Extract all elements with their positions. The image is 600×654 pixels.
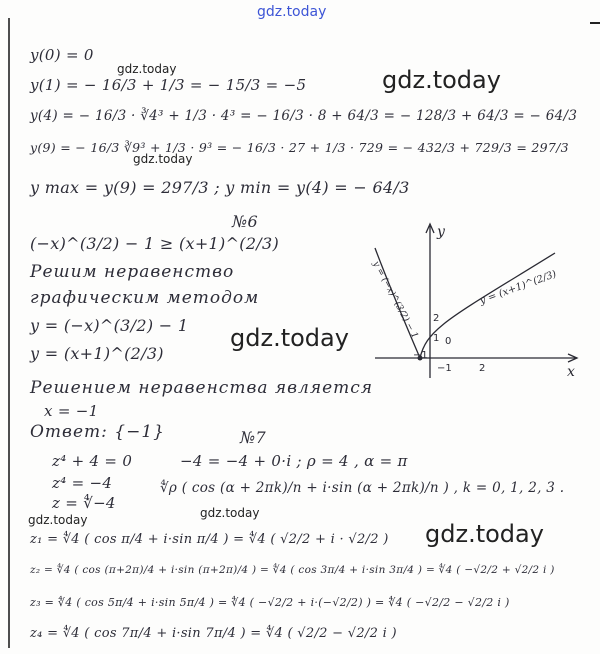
watermark-small-2: gdz.today <box>133 152 193 166</box>
problem-6-number: №6 <box>232 212 258 231</box>
margin-line <box>8 18 10 648</box>
root-formula: ∜ρ ( cos (α + 2πk)/n + i·sin (α + 2πk)/n ) , k = 0, 1, 2, 3 . <box>160 480 565 496</box>
answer-6: Ответ: {−1} <box>30 422 165 442</box>
eq-y1: y(1) = − 16/3 + 1/3 = − 15/3 = −5 <box>30 76 307 94</box>
function-2: y = (x+1)^(2/3) <box>30 344 164 363</box>
polar-form: −4 = −4 + 0·i ; ρ = 4 , α = π <box>180 452 408 470</box>
eq-y4: y(4) = − 16/3 · ∛4³ + 1/3 · 4³ = − 16/3 · 8 + 64/3 = − 128/3 + 64/3 = − 64/3 <box>30 108 578 124</box>
curve-2 <box>420 253 555 358</box>
root-z1: z₁ = ∜4 ( cos π/4 + i·sin π/4 ) = ∜4 ( √2/2 + i · √2/2 ) <box>30 532 389 547</box>
root-z2: z₂ = ∜4 ( cos (π+2π)/4 + i·sin (π+2π)/4 ) = ∜4 ( cos 3π/4 + i·sin 3π/4 ) = ∜4 ( −√2/2 + √2/2 i ) <box>30 564 555 576</box>
y-axis-label: y <box>437 224 445 240</box>
tick-label-2: 2 <box>433 313 440 324</box>
eq-extrema: y max = y(9) = 297/3 ; y min = y(4) = − 64/3 <box>30 178 410 197</box>
tick-label-1: 1 <box>433 333 440 344</box>
root-z3: z₃ = ∜4 ( cos 5π/4 + i·sin 5π/4 ) = ∜4 ( −√2/2 + i·(−√2/2) ) = ∜4 ( −√2/2 − √2/2 i ) <box>30 596 510 609</box>
eq-y9: y(9) = − 16/3 ∛9³ + 1/3 · 9³ = − 16/3 · 27 + 1/3 · 729 = − 432/3 + 729/3 = 297/3 <box>30 140 569 155</box>
edge-mark <box>590 22 600 24</box>
tick-label-neg1-y: −1 <box>437 363 452 374</box>
eq-z4-neg4: z⁴ = −4 <box>52 474 113 492</box>
watermark-large-3: gdz.today <box>425 520 544 548</box>
inequality-graph <box>355 218 585 388</box>
conclusion-text: Решением неравенства является <box>30 378 374 398</box>
watermark-top: gdz.today <box>257 4 327 20</box>
problem-6-inequality: (−x)^(3/2) − 1 ≥ (x+1)^(2/3) <box>30 234 280 253</box>
watermark-large-1: gdz.today <box>382 66 501 94</box>
root-z4: z₄ = ∜4 ( cos 7π/4 + i·sin 7π/4 ) = ∜4 ( √2/2 − √2/2 i ) <box>30 626 397 641</box>
tick-label-neg1-x: −1 <box>413 350 428 361</box>
eq-y0: y(0) = 0 <box>30 46 94 64</box>
tick-label-x2: 2 <box>479 363 486 374</box>
x-axis-label: x <box>567 364 575 380</box>
curve-2-label: y = (x+1)^(2/3) <box>478 268 559 307</box>
solve-text-2: графическим методом <box>30 288 260 308</box>
watermark-small-4: gdz.today <box>200 506 260 520</box>
origin-label: 0 <box>445 336 452 347</box>
x-value: x = −1 <box>44 402 99 420</box>
function-1: y = (−x)^(3/2) − 1 <box>30 316 189 335</box>
watermark-large-2: gdz.today <box>230 324 349 352</box>
eq-z-root: z = ∜−4 <box>52 494 116 512</box>
watermark-small-3: gdz.today <box>28 513 88 527</box>
watermark-small-1: gdz.today <box>117 62 177 76</box>
problem-7-number: №7 <box>240 428 266 447</box>
solve-text-1: Решим неравенство <box>30 262 235 282</box>
eq-z4: z⁴ + 4 = 0 <box>52 452 133 470</box>
curve-1-label: y = (−x)^(3/2) − 1 <box>370 259 420 341</box>
